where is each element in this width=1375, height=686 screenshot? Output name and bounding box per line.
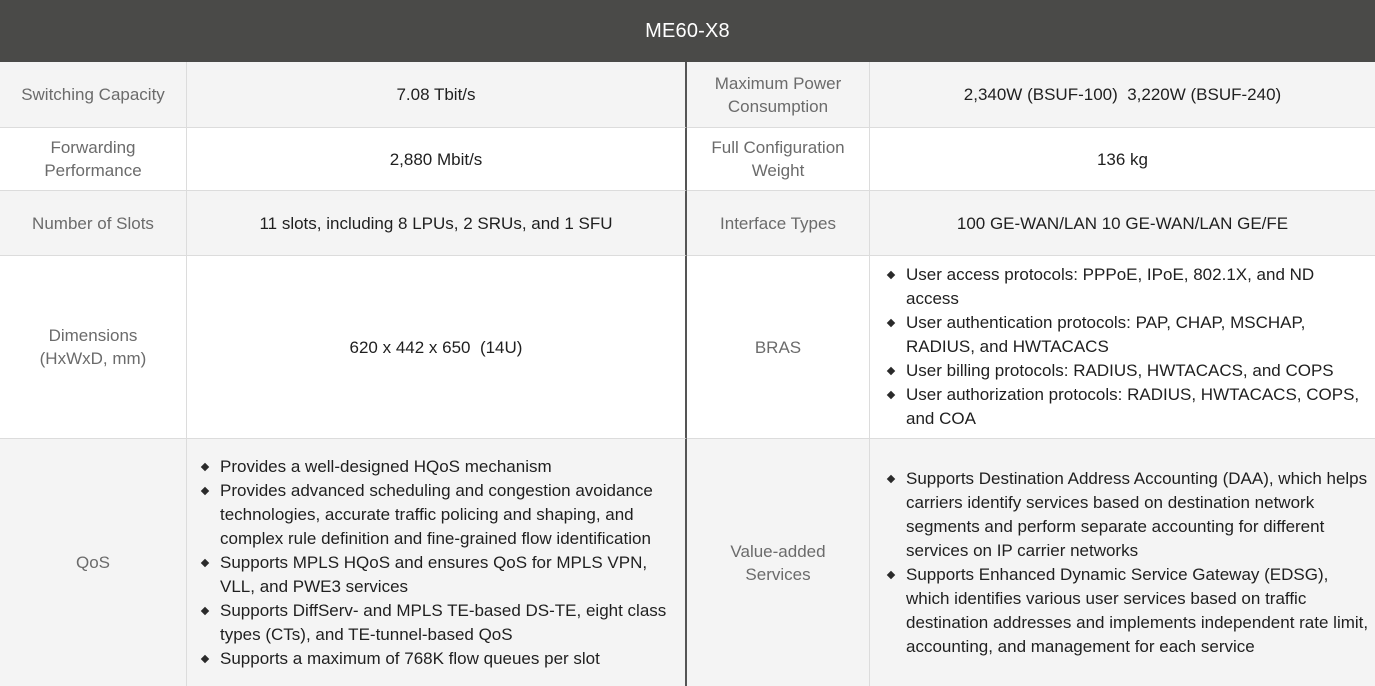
list-item: Supports MPLS HQoS and ensures QoS for MPLS VPN, VLL, and PWE3 services [201, 551, 679, 599]
diamond-bullet-icon [887, 391, 895, 399]
value-added-services-list [887, 467, 1371, 659]
list-item: User billing protocols: RADIUS, HWTACACS, and COPS [887, 359, 1371, 383]
switching-capacity-label: Switching Capacity [0, 62, 187, 128]
diamond-bullet-icon [201, 486, 209, 494]
list-item: Supports Enhanced Dynamic Service Gateway (EDSG), which identifies various user services based on traffic destination addresses and implements independent rate limit, accounting, and management for each service [887, 563, 1371, 659]
qos-label: QoS [0, 439, 187, 686]
list-item: Provides advanced scheduling and congestion avoidance technologies, accurate traffic policing and shaping, and complex rule definition and fine-grained flow identification [201, 479, 679, 551]
full-config-weight-value: 136 kg [870, 128, 1375, 191]
dimensions-label: Dimensions (HxWxD, mm) [0, 256, 187, 439]
max-power-label: Maximum Power Consumption [687, 62, 870, 128]
list-item: User access protocols: PPPoE, IPoE, 802.1X, and ND access [887, 263, 1371, 311]
forwarding-performance-label: Forwarding Performance [0, 128, 187, 191]
bras-label: BRAS [687, 256, 870, 439]
spec-title [0, 0, 1375, 62]
bras-list-cell [870, 256, 1375, 439]
spec-table [0, 62, 1375, 686]
diamond-bullet-icon [887, 271, 895, 279]
interface-types-value: 100 GE-WAN/LAN 10 GE-WAN/LAN GE/FE [870, 191, 1375, 256]
list-item: Supports a maximum of 768K flow queues per slot [201, 647, 679, 671]
bras-list [887, 263, 1371, 431]
diamond-bullet-icon [201, 558, 209, 566]
list-item: Supports DiffServ- and MPLS TE-based DS-TE, eight class types (CTs), and TE-tunnel-based QoS [201, 599, 679, 647]
dimensions-value: 620 x 442 x 650 (14U) [187, 256, 687, 439]
full-config-weight-label: Full Configuration Weight [687, 128, 870, 191]
diamond-bullet-icon [201, 606, 209, 614]
value-added-services-list-cell [870, 439, 1375, 686]
qos-list [201, 455, 679, 671]
number-of-slots-label: Number of Slots [0, 191, 187, 256]
diamond-bullet-icon [887, 474, 895, 482]
diamond-bullet-icon [201, 462, 209, 470]
list-item: User authorization protocols: RADIUS, HWTACACS, COPS, and COA [887, 383, 1371, 431]
list-item: Supports Destination Address Accounting (DAA), which helps carriers identify services based on destination network segments and perform separate accounting for different services on IP carrier networks [887, 467, 1371, 563]
product-name: ME60-X8 [645, 19, 730, 42]
qos-list-cell [187, 439, 687, 686]
max-power-value: 2,340W (BSUF-100) 3,220W (BSUF-240) [870, 62, 1375, 128]
forwarding-performance-value: 2,880 Mbit/s [187, 128, 687, 191]
diamond-bullet-icon [887, 570, 895, 578]
diamond-bullet-icon [201, 654, 209, 662]
interface-types-label: Interface Types [687, 191, 870, 256]
list-item: User authentication protocols: PAP, CHAP, MSCHAP, RADIUS, and HWTACACS [887, 311, 1371, 359]
number-of-slots-value: 11 slots, including 8 LPUs, 2 SRUs, and 1 SFU [187, 191, 687, 256]
list-item: Provides a well-designed HQoS mechanism [201, 455, 679, 479]
value-added-services-label: Value-added Services [687, 439, 870, 686]
diamond-bullet-icon [887, 367, 895, 375]
switching-capacity-value: 7.08 Tbit/s [187, 62, 687, 128]
diamond-bullet-icon [887, 319, 895, 327]
